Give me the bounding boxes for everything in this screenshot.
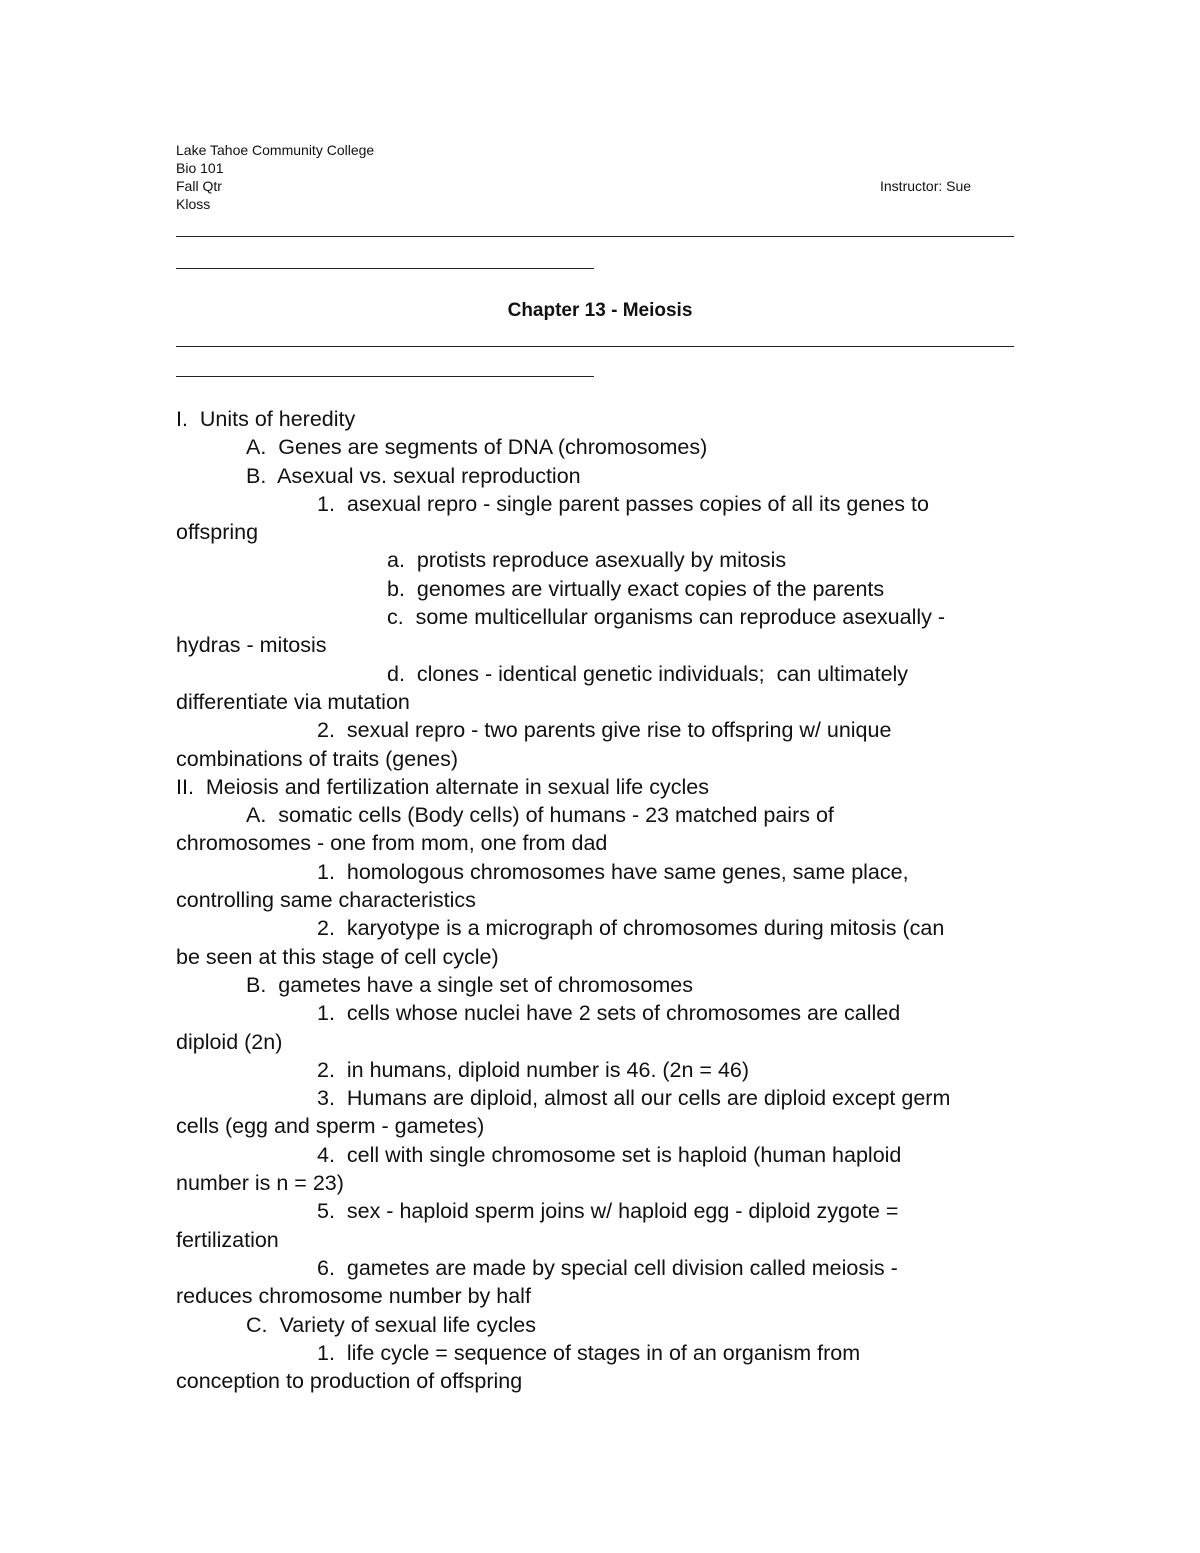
outline-line: 2. in humans, diploid number is 46. (2n = 46): [317, 1057, 750, 1082]
outline-line: 2. karyotype is a micrograph of chromosomes during mitosis (can: [317, 916, 945, 941]
divider-line: [176, 268, 594, 269]
outline-line: reduces chromosome number by half: [176, 1284, 531, 1309]
course-name: Bio 101: [176, 160, 224, 176]
divider-line: [176, 376, 594, 377]
outline-line: 5. sex - haploid sperm joins w/ haploid egg - diploid zygote =: [317, 1199, 899, 1224]
instructor-label: Instructor: Sue: [880, 178, 972, 194]
term: Fall Qtr: [176, 178, 222, 194]
outline-line: chromosomes - one from mom, one from dad: [176, 831, 608, 856]
outline-line: diploid (2n): [176, 1029, 283, 1054]
instructor-last-name: Kloss: [176, 196, 211, 212]
outline-line: cells (egg and sperm - gametes): [176, 1114, 485, 1139]
lecture-outline: [176, 405, 1026, 1395]
outline-line: 1. asexual repro - single parent passes copies of all its genes to: [317, 491, 929, 516]
divider-line: [176, 236, 1014, 237]
outline-line: 1. life cycle = sequence of stages in of an organism from: [317, 1340, 861, 1365]
outline-line: B. Asexual vs. sexual reproduction: [246, 463, 581, 488]
outline-line: II. Meiosis and fertilization alternate in sexual life cycles: [176, 774, 709, 799]
outline-line: be seen at this stage of cell cycle): [176, 944, 499, 969]
outline-line: b. genomes are virtually exact copies of the parents: [387, 576, 885, 601]
outline-line: 2. sexual repro - two parents give rise to offspring w/ unique: [317, 718, 892, 743]
outline-line: differentiate via mutation: [176, 689, 410, 714]
outline-line: A. Genes are segments of DNA (chromosomes): [246, 435, 708, 460]
outline-line: controlling same characteristics: [176, 888, 476, 913]
outline-line: a. protists reproduce asexually by mitosis: [387, 548, 787, 573]
outline-line: d. clones - identical genetic individuals; can ultimately: [387, 661, 909, 686]
outline-line: 6. gametes are made by special cell division called meiosis -: [317, 1255, 898, 1280]
outline-line: c. some multicellular organisms can reproduce asexually -: [387, 605, 946, 630]
outline-line: offspring: [176, 520, 259, 545]
outline-line: conception to production of offspring: [176, 1369, 523, 1394]
outline-line: C. Variety of sexual life cycles: [246, 1312, 536, 1337]
page-title: Chapter 13 - Meiosis: [507, 300, 693, 321]
outline-line: 1. cells whose nuclei have 2 sets of chromosomes are called: [317, 1001, 901, 1026]
outline-line: combinations of traits (genes): [176, 746, 459, 771]
outline-line: 4. cell with single chromosome set is haploid (human haploid: [317, 1142, 902, 1167]
outline-line: hydras - mitosis: [176, 633, 327, 658]
outline-line: I. Units of heredity: [176, 407, 356, 431]
college-name: Lake Tahoe Community College: [176, 142, 375, 158]
outline-line: 3. Humans are diploid, almost all our cells are diploid except germ: [317, 1086, 951, 1111]
outline-line: fertilization: [176, 1227, 279, 1252]
outline-line: B. gametes have a single set of chromosomes: [246, 972, 693, 997]
outline-line: A. somatic cells (Body cells) of humans - 23 matched pairs of: [246, 803, 834, 828]
outline-line: number is n = 23): [176, 1171, 344, 1196]
divider-line: [176, 346, 1014, 347]
outline-line: 1. homologous chromosomes have same genes, same place,: [317, 859, 909, 884]
